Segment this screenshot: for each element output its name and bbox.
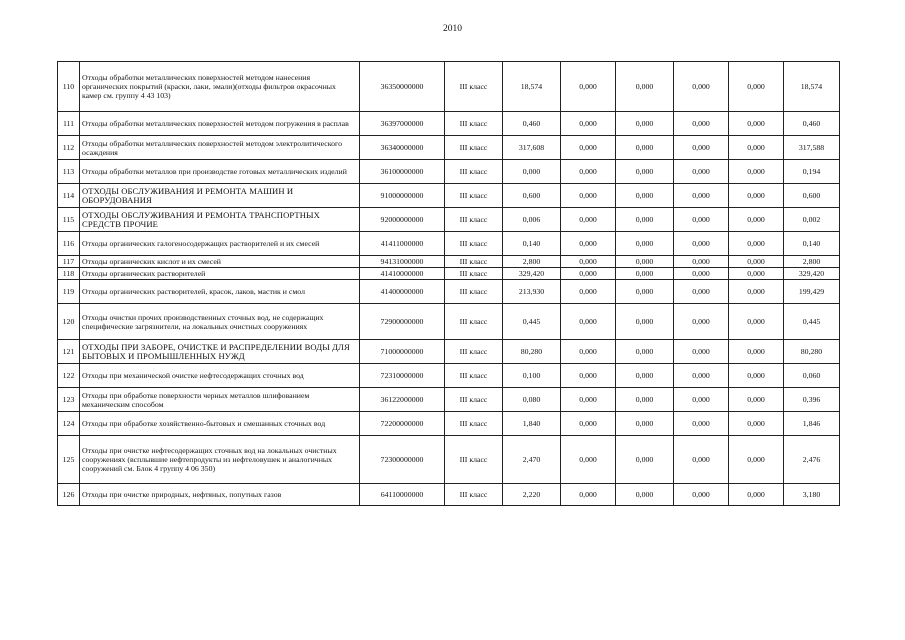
- row-number: 111: [58, 112, 80, 136]
- row-number: 118: [58, 268, 80, 280]
- value-cell: 0,000: [561, 436, 616, 484]
- value-cell: 0,006: [503, 208, 561, 232]
- hazard-class: III класс: [445, 232, 503, 256]
- value-cell: 0,000: [561, 388, 616, 412]
- value-cell: 0,000: [616, 364, 674, 388]
- value-cell: 199,429: [784, 280, 840, 304]
- waste-name: ОТХОДЫ ПРИ ЗАБОРЕ, ОЧИСТКЕ И РАСПРЕДЕЛЕНИИ ВОДЫ ДЛЯ БЫТОВЫХ И ПРОМЫШЛЕННЫХ НУЖД: [80, 340, 360, 364]
- value-cell: 213,930: [503, 280, 561, 304]
- row-number: 124: [58, 412, 80, 436]
- table-row: [58, 436, 840, 484]
- table-row: [58, 388, 840, 412]
- value-cell: 0,000: [729, 280, 784, 304]
- value-cell: 0,100: [503, 364, 561, 388]
- waste-name: Отходы обработки металлических поверхностей методом погружения в расплав: [80, 112, 360, 136]
- table-row: [58, 340, 840, 364]
- hazard-class: III класс: [445, 388, 503, 412]
- waste-code: 41411000000: [360, 232, 445, 256]
- value-cell: 0,000: [674, 112, 729, 136]
- value-cell: 0,000: [729, 160, 784, 184]
- value-cell: 0,000: [729, 208, 784, 232]
- row-number: 119: [58, 280, 80, 304]
- value-cell: 0,000: [674, 136, 729, 160]
- row-number: 114: [58, 184, 80, 208]
- row-number: 123: [58, 388, 80, 412]
- value-cell: 0,000: [616, 232, 674, 256]
- hazard-class: III класс: [445, 340, 503, 364]
- value-cell: 2,476: [784, 436, 840, 484]
- table-row: [58, 304, 840, 340]
- value-cell: 0,000: [561, 484, 616, 506]
- value-cell: 0,000: [674, 280, 729, 304]
- value-cell: 0,000: [616, 268, 674, 280]
- value-cell: 0,140: [503, 232, 561, 256]
- value-cell: 0,000: [616, 112, 674, 136]
- value-cell: 0,000: [616, 136, 674, 160]
- hazard-class: III класс: [445, 280, 503, 304]
- waste-name: Отходы органических растворителей: [80, 268, 360, 280]
- row-number: 110: [58, 62, 80, 112]
- table-row: [58, 160, 840, 184]
- value-cell: 0,000: [729, 340, 784, 364]
- hazard-class: III класс: [445, 208, 503, 232]
- waste-code: 72200000000: [360, 412, 445, 436]
- waste-name: ОТХОДЫ ОБСЛУЖИВАНИЯ И РЕМОНТА МАШИН И ОБОРУДОВАНИЯ: [80, 184, 360, 208]
- table-row: [58, 208, 840, 232]
- value-cell: 0,000: [561, 412, 616, 436]
- waste-name: Отходы органических кислот и их смесей: [80, 256, 360, 268]
- waste-code: 72300000000: [360, 436, 445, 484]
- value-cell: 18,574: [503, 62, 561, 112]
- value-cell: 0,000: [674, 304, 729, 340]
- waste-code: 36397000000: [360, 112, 445, 136]
- value-cell: 0,000: [674, 232, 729, 256]
- value-cell: 0,000: [729, 436, 784, 484]
- value-cell: 0,000: [561, 112, 616, 136]
- waste-name: Отходы при очистке нефтесодержащих сточных вод на локальных очистных сооружениях (всплывшие нефтепродукты из нефтеловушек и аналогичных сооружений см. Блок 4 группу 4 06 350): [80, 436, 360, 484]
- value-cell: 0,000: [616, 484, 674, 506]
- value-cell: 0,000: [674, 184, 729, 208]
- value-cell: 0,000: [561, 280, 616, 304]
- table-row: [58, 62, 840, 112]
- table-row: [58, 412, 840, 436]
- hazard-class: III класс: [445, 304, 503, 340]
- hazard-class: III класс: [445, 256, 503, 268]
- hazard-class: III класс: [445, 364, 503, 388]
- value-cell: 0,000: [616, 184, 674, 208]
- waste-code: 72900000000: [360, 304, 445, 340]
- hazard-class: III класс: [445, 412, 503, 436]
- row-number: 113: [58, 160, 80, 184]
- value-cell: 18,574: [784, 62, 840, 112]
- waste-table: [57, 61, 840, 506]
- waste-code: 94131000000: [360, 256, 445, 268]
- value-cell: 0,000: [616, 256, 674, 268]
- waste-code: 72310000000: [360, 364, 445, 388]
- value-cell: 0,000: [729, 256, 784, 268]
- table-row: [58, 364, 840, 388]
- value-cell: 0,194: [784, 160, 840, 184]
- value-cell: 0,000: [729, 484, 784, 506]
- value-cell: 0,460: [784, 112, 840, 136]
- value-cell: 0,000: [616, 280, 674, 304]
- value-cell: 0,000: [674, 256, 729, 268]
- value-cell: 0,600: [503, 184, 561, 208]
- value-cell: 0,000: [674, 208, 729, 232]
- row-number: 125: [58, 436, 80, 484]
- waste-code: 64110000000: [360, 484, 445, 506]
- value-cell: 0,000: [561, 304, 616, 340]
- row-number: 122: [58, 364, 80, 388]
- waste-code: 41410000000: [360, 268, 445, 280]
- waste-name: Отходы обработки металлических поверхностей методом нанесения органических покрытий (краски, лаки, эмали)(отходы фильтров окрасочных камер см. группу 4 43 103): [80, 62, 360, 112]
- value-cell: 0,000: [616, 388, 674, 412]
- waste-code: 36340000000: [360, 136, 445, 160]
- row-number: 121: [58, 340, 80, 364]
- value-cell: 2,220: [503, 484, 561, 506]
- hazard-class: III класс: [445, 160, 503, 184]
- value-cell: 0,000: [674, 268, 729, 280]
- waste-name: Отходы при обработке поверхности черных металлов шлифованием механическим способом: [80, 388, 360, 412]
- waste-code: 91000000000: [360, 184, 445, 208]
- value-cell: 0,000: [561, 232, 616, 256]
- value-cell: 0,000: [674, 436, 729, 484]
- value-cell: 0,000: [616, 62, 674, 112]
- table-row: [58, 256, 840, 268]
- waste-code: 92000000000: [360, 208, 445, 232]
- value-cell: 0,000: [561, 364, 616, 388]
- value-cell: 0,000: [674, 388, 729, 412]
- value-cell: 80,280: [784, 340, 840, 364]
- hazard-class: III класс: [445, 268, 503, 280]
- value-cell: 0,000: [674, 484, 729, 506]
- hazard-class: III класс: [445, 484, 503, 506]
- value-cell: 3,180: [784, 484, 840, 506]
- value-cell: 2,800: [784, 256, 840, 268]
- row-number: 116: [58, 232, 80, 256]
- hazard-class: III класс: [445, 436, 503, 484]
- value-cell: 0,060: [784, 364, 840, 388]
- value-cell: 2,470: [503, 436, 561, 484]
- value-cell: 0,000: [561, 340, 616, 364]
- value-cell: 0,000: [729, 232, 784, 256]
- waste-name: Отходы органических галогеносодержащих растворителей и их смесей: [80, 232, 360, 256]
- waste-name: Отходы при очистке природных, нефтяных, попутных газов: [80, 484, 360, 506]
- table-body: [58, 62, 840, 506]
- value-cell: 0,000: [561, 62, 616, 112]
- waste-name: ОТХОДЫ ОБСЛУЖИВАНИЯ И РЕМОНТА ТРАНСПОРТНЫХ СРЕДСТВ ПРОЧИЕ: [80, 208, 360, 232]
- value-cell: 80,280: [503, 340, 561, 364]
- waste-name: Отходы органических растворителей, красок, лаков, мастик и смол: [80, 280, 360, 304]
- value-cell: 0,000: [729, 364, 784, 388]
- row-number: 120: [58, 304, 80, 340]
- hazard-class: III класс: [445, 62, 503, 112]
- hazard-class: III класс: [445, 184, 503, 208]
- value-cell: 0,000: [561, 184, 616, 208]
- value-cell: 0,000: [674, 364, 729, 388]
- value-cell: 0,080: [503, 388, 561, 412]
- waste-name: Отходы обработки металлических поверхностей методом электролитического осаждения: [80, 136, 360, 160]
- hazard-class: III класс: [445, 112, 503, 136]
- value-cell: 0,000: [729, 62, 784, 112]
- value-cell: 0,000: [561, 208, 616, 232]
- value-cell: 0,140: [784, 232, 840, 256]
- value-cell: 0,000: [561, 136, 616, 160]
- row-number: 117: [58, 256, 80, 268]
- value-cell: 0,000: [729, 304, 784, 340]
- value-cell: 0,396: [784, 388, 840, 412]
- value-cell: 0,000: [729, 388, 784, 412]
- value-cell: 0,000: [674, 160, 729, 184]
- value-cell: 0,000: [729, 412, 784, 436]
- value-cell: 2,800: [503, 256, 561, 268]
- value-cell: 0,000: [616, 436, 674, 484]
- page-number: 2010: [443, 24, 462, 34]
- row-number: 115: [58, 208, 80, 232]
- waste-code: 36122000000: [360, 388, 445, 412]
- value-cell: 329,420: [503, 268, 561, 280]
- value-cell: 0,000: [616, 340, 674, 364]
- value-cell: 1,846: [784, 412, 840, 436]
- value-cell: 0,445: [503, 304, 561, 340]
- value-cell: 0,460: [503, 112, 561, 136]
- value-cell: 0,000: [561, 268, 616, 280]
- value-cell: 329,420: [784, 268, 840, 280]
- value-cell: 0,445: [784, 304, 840, 340]
- waste-code: 71000000000: [360, 340, 445, 364]
- value-cell: 0,000: [674, 412, 729, 436]
- value-cell: 0,002: [784, 208, 840, 232]
- table-row: [58, 136, 840, 160]
- value-cell: 0,000: [616, 304, 674, 340]
- value-cell: 0,000: [674, 340, 729, 364]
- value-cell: 1,840: [503, 412, 561, 436]
- value-cell: 0,000: [729, 184, 784, 208]
- waste-code: 36100000000: [360, 160, 445, 184]
- value-cell: 0,000: [616, 412, 674, 436]
- value-cell: 0,000: [729, 112, 784, 136]
- table-row: [58, 112, 840, 136]
- hazard-class: III класс: [445, 136, 503, 160]
- row-number: 126: [58, 484, 80, 506]
- row-number: 112: [58, 136, 80, 160]
- value-cell: 0,000: [503, 160, 561, 184]
- table-row: [58, 280, 840, 304]
- value-cell: 0,000: [729, 136, 784, 160]
- waste-name: Отходы обработки металлов при производстве готовых металлических изделий: [80, 160, 360, 184]
- table-row: [58, 484, 840, 506]
- waste-name: Отходы очистки прочих производственных сточных вод, не содержащих специфические загрязнители, на локальных очистных сооружениях: [80, 304, 360, 340]
- value-cell: 0,000: [561, 256, 616, 268]
- waste-code: 41400000000: [360, 280, 445, 304]
- value-cell: 0,000: [616, 160, 674, 184]
- table-row: [58, 184, 840, 208]
- waste-name: Отходы при механической очистке нефтесодержащих сточных вод: [80, 364, 360, 388]
- table-row: [58, 232, 840, 256]
- table-row: [58, 268, 840, 280]
- value-cell: 0,000: [729, 268, 784, 280]
- value-cell: 0,000: [561, 160, 616, 184]
- waste-code: 36350000000: [360, 62, 445, 112]
- value-cell: 317,588: [784, 136, 840, 160]
- value-cell: 317,608: [503, 136, 561, 160]
- value-cell: 0,000: [674, 62, 729, 112]
- waste-name: Отходы при обработке хозяйственно-бытовых и смешанных сточных вод: [80, 412, 360, 436]
- value-cell: 0,000: [616, 208, 674, 232]
- value-cell: 0,600: [784, 184, 840, 208]
